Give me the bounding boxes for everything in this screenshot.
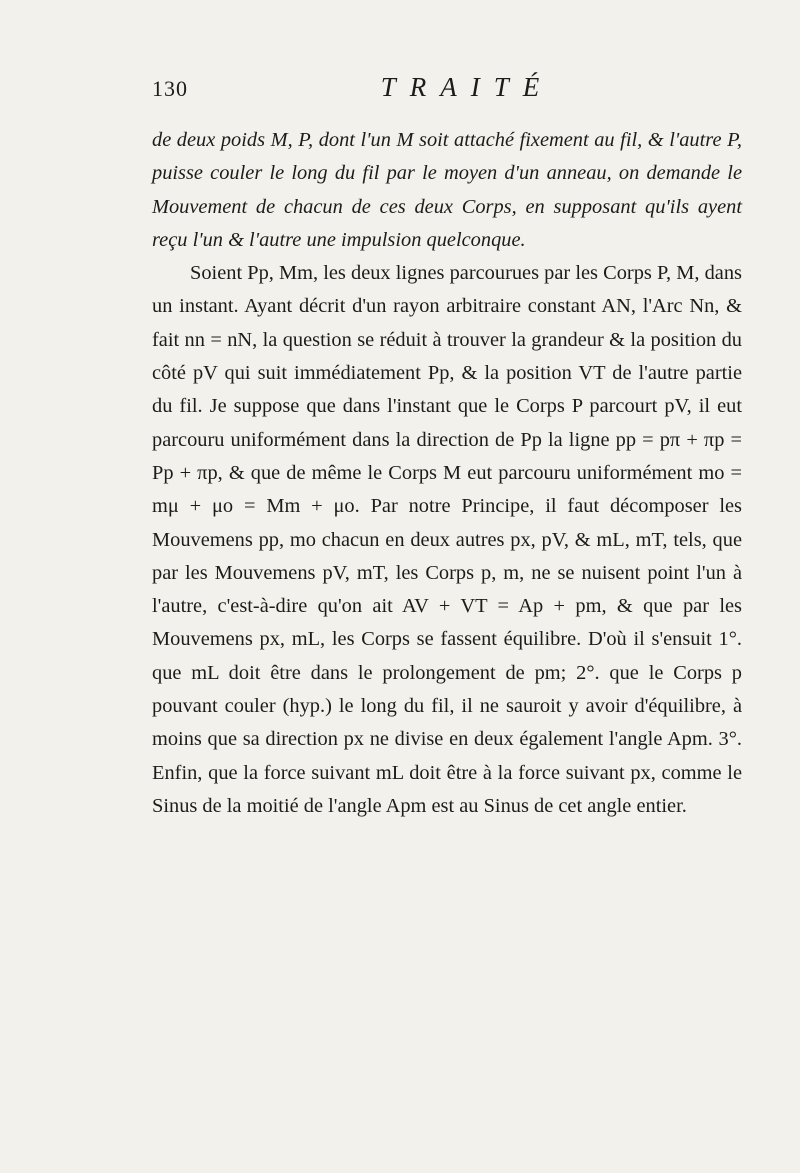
page-number: 130 <box>152 76 188 101</box>
solution-paragraph: Soient Pp, Mm, les deux lignes parcourues par les Corps P, M, dans un instant. Ayant décrit d'un rayon arbitraire constant AN, l'Arc Nn, & fait nn = nN, la question se réduit à trouver la grandeur & la position du côté pV qui suit immédiatement Pp, & la position VT de l'autre partie du fil. Je suppose que dans l'instant que le Corps P parcourt pV, il eut parcouru uniformément dans la direction de Pp la ligne pp = pπ + πp = Pp + πp, & que de même le Corps M eut parcouru uniformément mo = mμ + μo = Mm + μo. Par notre Principe, il faut décomposer les Mouvemens pp, mo chacun en deux autres px, pV, & mL, mT, tels, que par les Mouvemens pV, mT, les Corps p, m, ne se nuisent point l'un à l'autre, c'est-à-dire qu'on ait AV + VT = Ap + pm, & que par les Mouvemens px, mL, les Corps se fassent équilibre. D'où il s'ensuit 1°. que mL doit être dans le prolongement de pm; 2°. que le Corps p pouvant couler (hyp.) le long du fil, il ne sauroit y avoir d'équilibre, à moins que sa direction px ne divise en deux également l'angle Apm. 3°. Enfin, que la force suivant mL doit être à la force suivant px, comme le Sinus de la moitié de l'angle Apm est au Sinus de cet angle entier. <box>152 262 742 817</box>
body-text <box>152 124 742 823</box>
running-title: TRAITÉ <box>380 72 554 102</box>
problem-statement: de deux poids M, P, dont l'un M soit attaché fixement au fil, & l'autre P, puisse couler le long du fil par le moyen d'un anneau, on demande le Mouvement de chacun de ces deux Corps, en supposant qu'ils ayent reçu l'un & l'autre une impulsion quelconque. <box>152 129 742 251</box>
page-header <box>152 72 742 112</box>
